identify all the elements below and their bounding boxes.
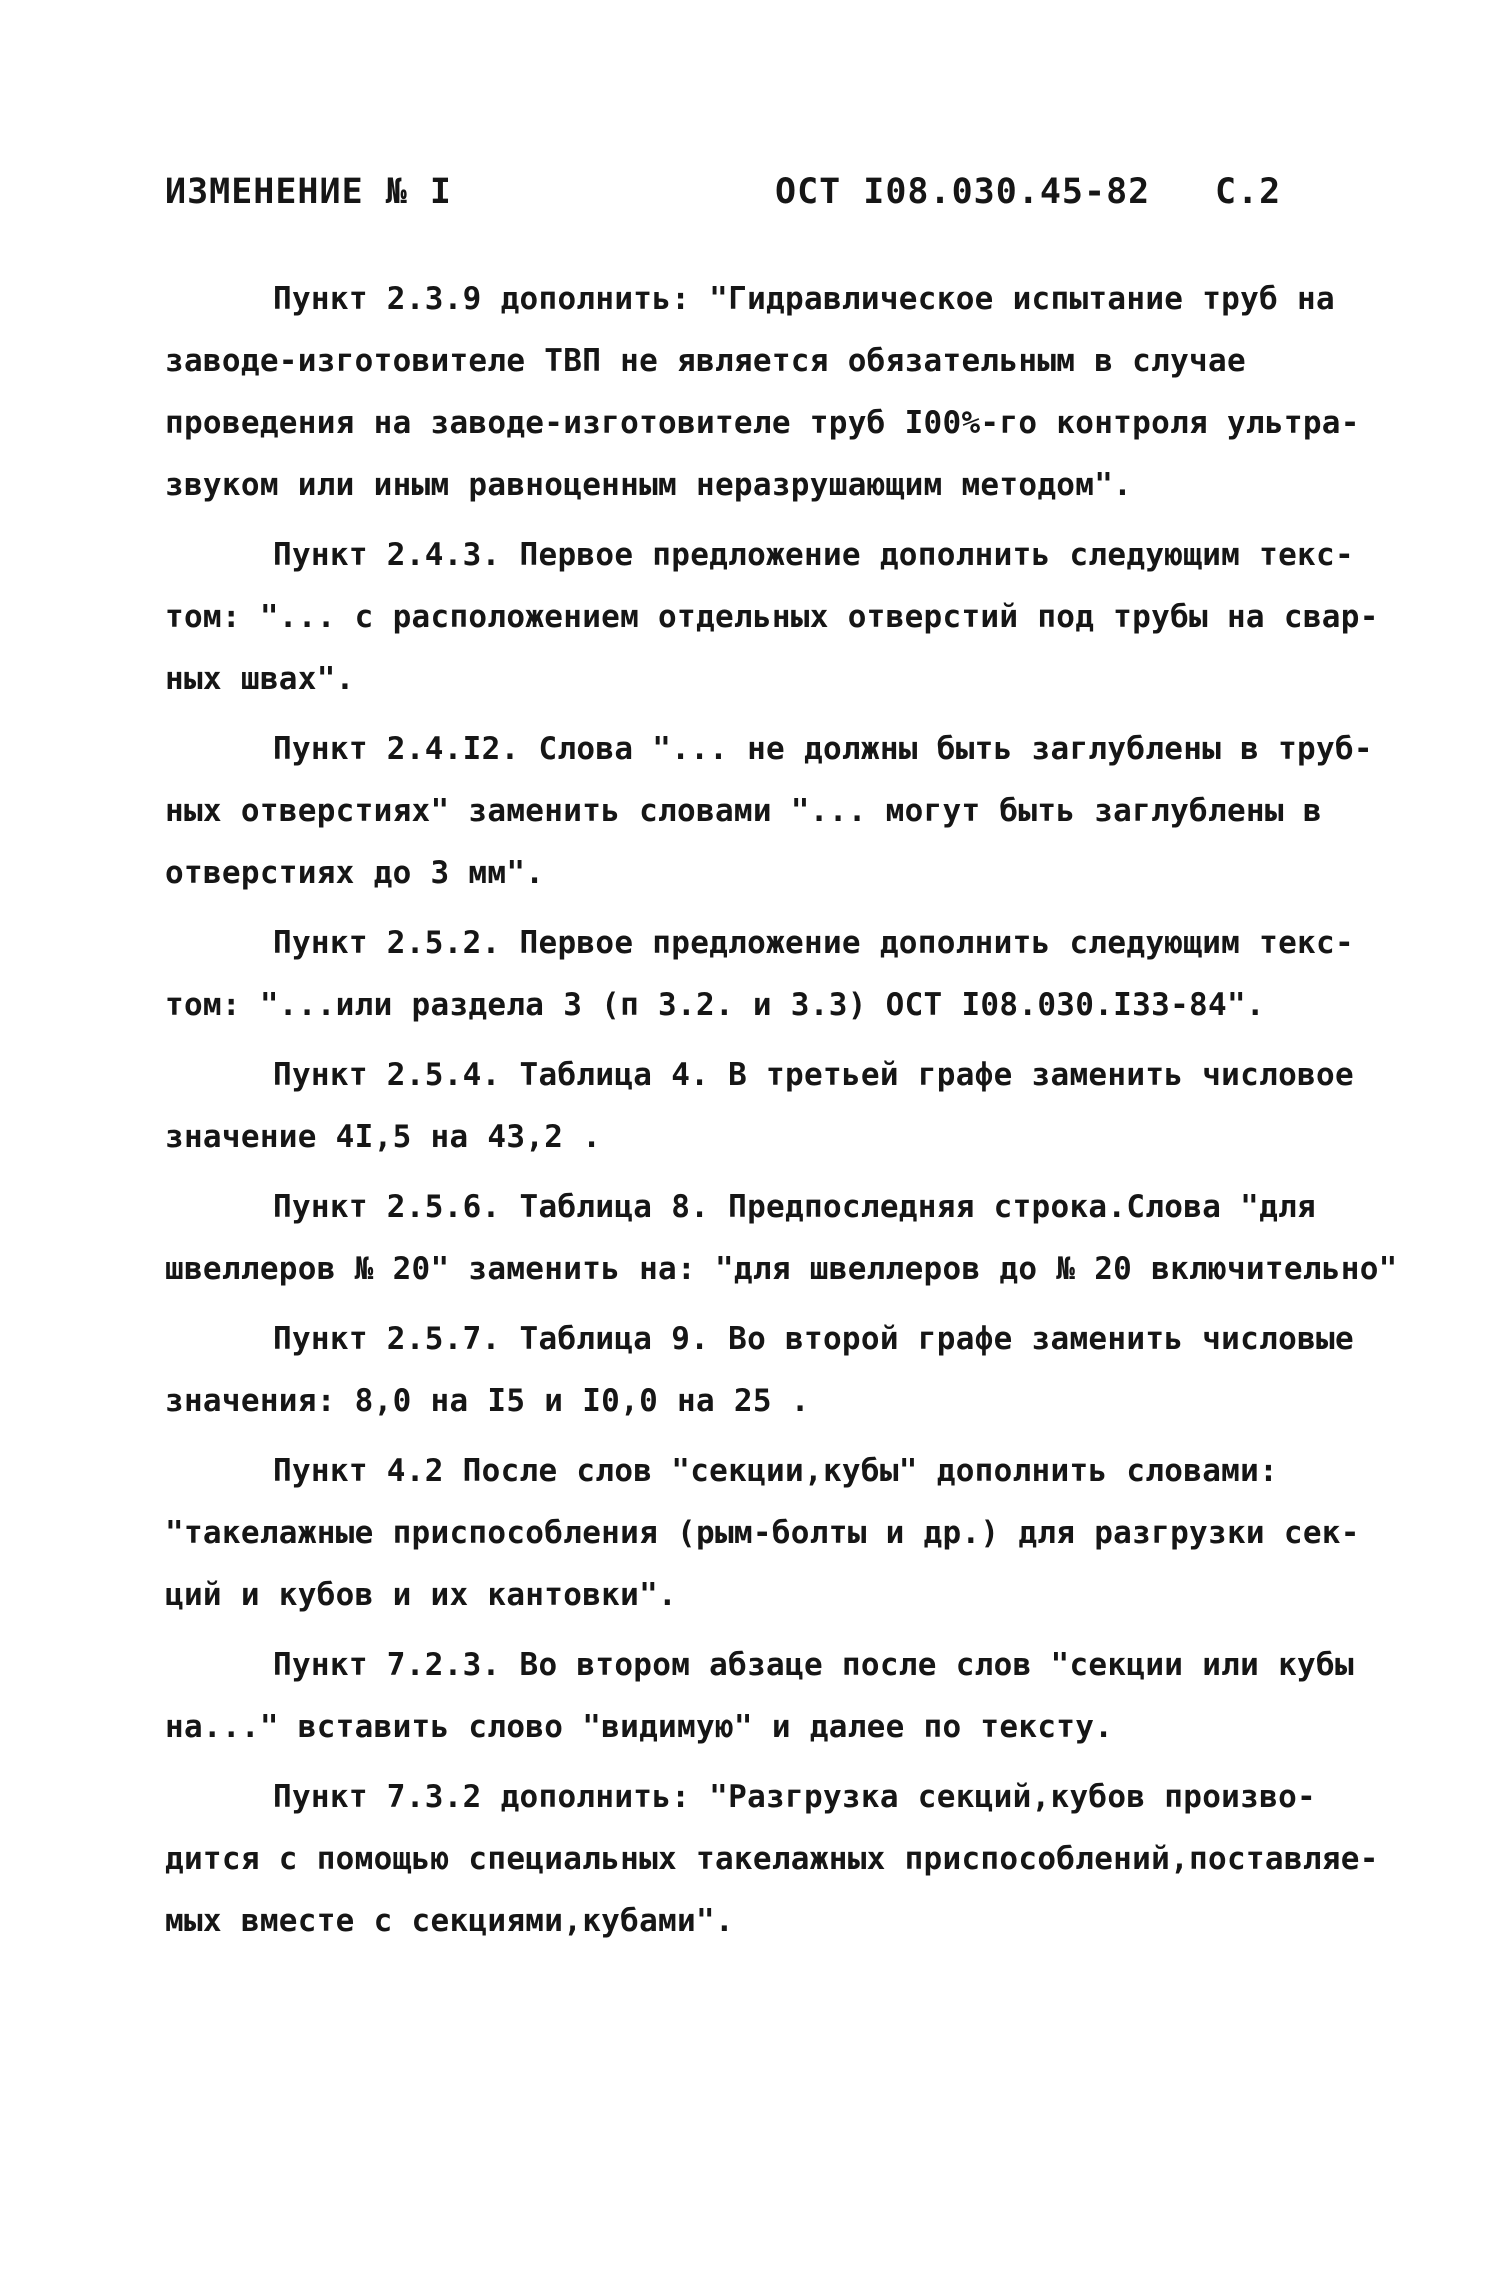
text-line: Пункт 2.4.I2. Слова "... не должны быть заглублены в труб- [273, 731, 1373, 767]
text-line: проведения на заводе-изготовителе труб I00%-го контроля ультра- [165, 405, 1360, 441]
text-line: значение 4I,5 на 43,2 . [165, 1119, 602, 1155]
paragraph-2-5-6 [165, 1176, 1398, 1300]
paragraph-7-2-3 [165, 1634, 1365, 1758]
text-line: ных отверстиях" заменить словами "... могут быть заглублены в [165, 793, 1322, 829]
text-line: ций и кубов и их кантовки". [165, 1577, 678, 1613]
text-line: "такелажные приспособления (рым-болты и др.) для разгрузки сек- [165, 1515, 1360, 1551]
text-line: Пункт 2.4.3. Первое предложение дополнить следующим текс- [273, 537, 1354, 573]
text-line: отверстиях до 3 мм". [165, 855, 545, 891]
text-line: Пункт 7.3.2 дополнить: "Разгрузка секций,кубов произво- [273, 1779, 1316, 1815]
paragraph-7-3-2 [165, 1766, 1379, 1952]
text-line: дится с помощью специальных такелажных приспособлений,поставляе- [165, 1841, 1379, 1877]
text-line: Пункт 2.5.6. Таблица 8. Предпоследняя строка.Слова "для [273, 1189, 1316, 1225]
document-body [165, 268, 1398, 1960]
paragraph-2-5-7 [165, 1308, 1365, 1432]
paragraph-2-5-4 [165, 1044, 1365, 1168]
text-line: значения: 8,0 на I5 и I0,0 на 25 . [165, 1383, 810, 1419]
text-line: ных швах". [165, 661, 355, 697]
paragraph-2-3-9 [165, 268, 1365, 516]
standard-number: ОСТ I08.030.45-82 [775, 172, 1151, 212]
paragraph-4-2 [165, 1440, 1365, 1626]
text-line: звуком или иным равноценным неразрушающим методом". [165, 467, 1133, 503]
text-line: Пункт 2.5.4. Таблица 4. В третьей графе заменить числовое [273, 1057, 1354, 1093]
text-line: на..." вставить слово "видимую" и далее по тексту. [165, 1709, 1114, 1745]
text-line: Пункт 2.5.2. Первое предложение дополнить следующим текс- [273, 925, 1354, 961]
text-line: том: "... с расположением отдельных отверстий под трубы на свар- [165, 599, 1379, 635]
page-number: С.2 [1215, 172, 1282, 212]
text-line: том: "...или раздела 3 (п 3.2. и 3.3) ОСТ I08.030.I33-84". [165, 987, 1265, 1023]
page-header [0, 172, 1500, 220]
text-line: заводе-изготовителе ТВП не является обязательным в случае [165, 343, 1246, 379]
paragraph-2-4-3 [165, 524, 1379, 710]
change-number: ИЗМЕНЕНИЕ № I [165, 172, 452, 212]
text-line: Пункт 7.2.3. Во втором абзаце после слов "секции или кубы [273, 1647, 1354, 1683]
text-line: Пункт 4.2 После слов "секции,кубы" дополнить словами: [273, 1453, 1279, 1489]
text-line: мых вместе с секциями,кубами". [165, 1903, 734, 1939]
text-line: швеллеров № 20" заменить на: "для швеллеров до № 20 включительно" [165, 1251, 1398, 1287]
text-line: Пункт 2.3.9 дополнить: "Гидравлическое испытание труб на [273, 281, 1335, 317]
paragraph-2-5-2 [165, 912, 1365, 1036]
text-line: Пункт 2.5.7. Таблица 9. Во второй графе заменить числовые [273, 1321, 1354, 1357]
paragraph-2-4-12 [165, 718, 1373, 904]
